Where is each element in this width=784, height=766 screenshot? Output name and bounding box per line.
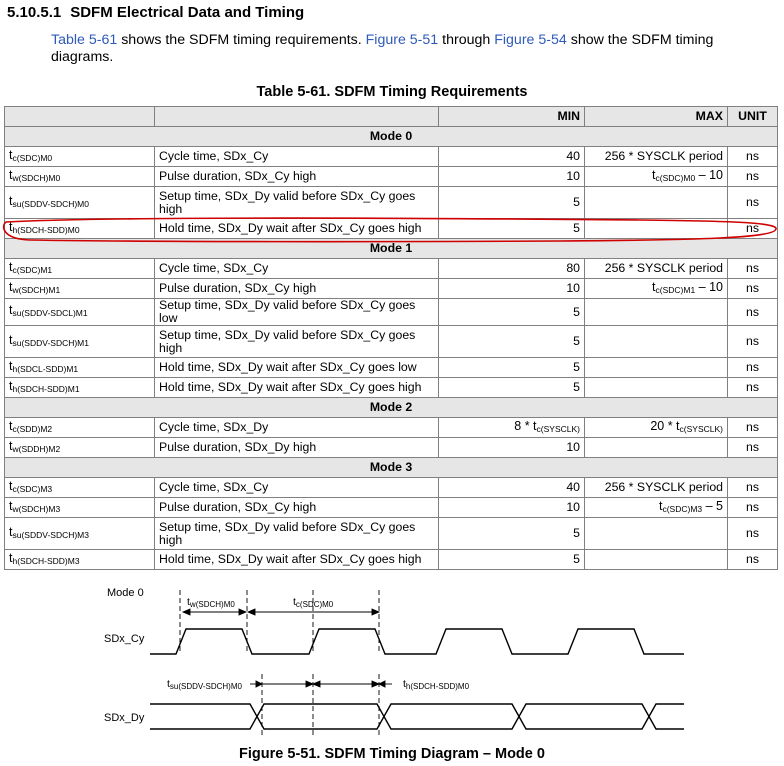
clock-signal-label: SDx_Cy: [104, 633, 145, 645]
intro-text-2: through: [438, 32, 495, 48]
min-value: 5: [439, 518, 585, 550]
header-min: MIN: [439, 107, 585, 127]
table-row: [5, 358, 778, 378]
symbol-subscript: c(SDD)M2: [12, 423, 53, 434]
parameter-description: Pulse duration, SDx_Dy high: [155, 438, 439, 458]
table-row: [5, 219, 778, 239]
table-title: Table 5-61. SDFM Timing Requirements: [256, 84, 528, 100]
table-row: [5, 167, 778, 187]
parameter-description: Hold time, SDx_Dy wait after SDx_Cy goes high: [155, 378, 439, 398]
table-row: [5, 326, 778, 358]
max-value: [585, 498, 728, 518]
table-row: [5, 147, 778, 167]
min-value: 5: [439, 550, 585, 570]
symbol-subscript: h(SDCL-SDD)M1: [12, 363, 79, 374]
table-link[interactable]: Table 5-61: [51, 32, 118, 48]
symbol-subscript: h(SDCH-SDD)M3: [12, 555, 80, 566]
unit-value: ns: [728, 299, 778, 326]
max-value: [585, 438, 728, 458]
mode-label: Mode 2: [5, 398, 778, 418]
max-subscript: c(SYSCLK): [679, 423, 723, 434]
unit-value: ns: [728, 438, 778, 458]
max-symbol: t: [652, 167, 656, 182]
th-label: th(SDCH-SDD)M0: [403, 678, 470, 691]
symbol-letter: t: [9, 167, 13, 182]
symbol-letter: t: [9, 358, 13, 373]
mode-header-row: [5, 398, 778, 418]
min-value: 5: [439, 299, 585, 326]
mode-header-row: [5, 239, 778, 259]
unit-value: ns: [728, 418, 778, 438]
mode-header-row: [5, 458, 778, 478]
parameter-symbol: [5, 498, 155, 518]
clock-waveform: [150, 629, 684, 654]
max-value: [585, 418, 728, 438]
figure-link-5-51[interactable]: Figure 5-51: [365, 32, 439, 48]
parameter-description: Setup time, SDx_Dy valid before SDx_Cy goes low: [155, 299, 439, 326]
tc-measurement-arrow: [248, 609, 379, 615]
diagram-mode-label: Mode 0: [107, 587, 144, 599]
max-symbol: t: [658, 498, 663, 513]
symbol-subscript: su(SDDV-SDCH)M1: [12, 337, 89, 348]
mode-header-row: [5, 127, 778, 147]
max-subscript: c(SDC)M0: [655, 172, 696, 183]
tw-measurement-arrow: [183, 609, 246, 615]
header-unit: UNIT: [728, 107, 778, 127]
section-heading: [7, 4, 304, 21]
max-value: 256 * SYSCLK period: [585, 259, 728, 279]
unit-value: ns: [728, 187, 778, 219]
min-prefix: 8 * t: [514, 418, 537, 433]
max-value: 256 * SYSCLK period: [585, 147, 728, 167]
max-tail: – 10: [695, 167, 723, 182]
table-row: [5, 299, 778, 326]
parameter-symbol: [5, 358, 155, 378]
parameter-description: Hold time, SDx_Dy wait after SDx_Cy goes high: [155, 219, 439, 239]
unit-value: ns: [728, 219, 778, 239]
table-row: [5, 259, 778, 279]
parameter-description: Pulse duration, SDx_Cy high: [155, 167, 439, 187]
max-symbol: t: [652, 279, 656, 294]
parameter-symbol: [5, 299, 155, 326]
symbol-subscript: w(SDCH)M1: [12, 284, 61, 295]
tc-label: tc(SDC)M0: [293, 596, 334, 609]
unit-value: ns: [728, 550, 778, 570]
symbol-letter: t: [9, 498, 13, 513]
max-value: [585, 550, 728, 570]
intro-text-1: shows the SDFM timing requirements.: [117, 32, 366, 48]
min-value: 5: [439, 187, 585, 219]
max-value: [585, 326, 728, 358]
max-subscript: c(SDC)M1: [655, 284, 696, 295]
max-tail: – 10: [695, 279, 723, 294]
figure-link-5-54[interactable]: Figure 5-54: [494, 32, 567, 48]
parameter-description: Setup time, SDx_Dy valid before SDx_Cy goes high: [155, 187, 439, 219]
max-value: [585, 279, 728, 299]
unit-value: ns: [728, 326, 778, 358]
symbol-letter: t: [9, 303, 13, 317]
table-row: [5, 478, 778, 498]
symbol-letter: t: [9, 193, 13, 208]
max-value: [585, 518, 728, 550]
table-header-row: [5, 107, 778, 127]
symbol-letter: t: [9, 378, 13, 393]
min-value: [439, 418, 585, 438]
min-subscript: c(SYSCLK): [536, 423, 580, 434]
parameter-description: Hold time, SDx_Dy wait after SDx_Cy goes high: [155, 550, 439, 570]
th-measurement-arrow: [313, 681, 392, 687]
intro-paragraph: [51, 32, 779, 66]
min-value: 10: [439, 498, 585, 518]
figure-caption: Figure 5-51. SDFM Timing Diagram – Mode 0: [239, 746, 545, 762]
unit-value: ns: [728, 498, 778, 518]
parameter-symbol: [5, 219, 155, 239]
min-value: 40: [439, 147, 585, 167]
symbol-letter: t: [9, 418, 13, 433]
max-value: [585, 187, 728, 219]
max-value: [585, 378, 728, 398]
tw-label: tw(SDCH)M0: [187, 596, 235, 609]
min-value: 10: [439, 167, 585, 187]
symbol-subscript: w(SDDH)M2: [12, 443, 61, 454]
parameter-description: Pulse duration, SDx_Cy high: [155, 279, 439, 299]
parameter-symbol: [5, 550, 155, 570]
symbol-letter: t: [9, 524, 13, 539]
parameter-description: Setup time, SDx_Dy valid before SDx_Cy goes high: [155, 518, 439, 550]
symbol-letter: t: [9, 219, 13, 234]
parameter-symbol: [5, 187, 155, 219]
parameter-description: Setup time, SDx_Dy valid before SDx_Cy goes high: [155, 326, 439, 358]
symbol-letter: t: [9, 259, 13, 274]
max-value: 256 * SYSCLK period: [585, 478, 728, 498]
symbol-letter: t: [9, 147, 13, 162]
unit-value: ns: [728, 358, 778, 378]
symbol-letter: t: [9, 478, 13, 493]
symbol-letter: t: [9, 550, 13, 565]
table-row: [5, 187, 778, 219]
unit-value: ns: [728, 279, 778, 299]
parameter-symbol: [5, 438, 155, 458]
table-row: [5, 550, 778, 570]
min-value: 5: [439, 358, 585, 378]
max-value: [585, 219, 728, 239]
header-max: MAX: [585, 107, 728, 127]
section-title: SDFM Electrical Data and Timing: [70, 4, 305, 21]
symbol-letter: t: [9, 332, 13, 347]
symbol-letter: t: [9, 438, 13, 453]
max-value: [585, 167, 728, 187]
data-signal-label: SDx_Dy: [104, 712, 145, 724]
min-value: 80: [439, 259, 585, 279]
min-value: 10: [439, 438, 585, 458]
mode-label: Mode 3: [5, 458, 778, 478]
table-row: [5, 518, 778, 550]
unit-value: ns: [728, 518, 778, 550]
min-value: 5: [439, 219, 585, 239]
parameter-symbol: [5, 167, 155, 187]
timing-requirements-table: [4, 106, 778, 570]
symbol-subscript: w(SDCH)M0: [12, 172, 61, 183]
min-value: 5: [439, 326, 585, 358]
symbol-subscript: h(SDCH-SDD)M1: [12, 383, 80, 394]
parameter-description: Cycle time, SDx_Cy: [155, 147, 439, 167]
unit-value: ns: [728, 259, 778, 279]
unit-value: ns: [728, 478, 778, 498]
symbol-subscript: w(SDCH)M3: [12, 503, 61, 514]
data-waveform: [150, 704, 684, 729]
parameter-symbol: [5, 259, 155, 279]
symbol-letter: t: [9, 279, 13, 294]
max-value: [585, 358, 728, 378]
section-number: 5.10.5.1: [7, 4, 62, 21]
symbol-subscript: c(SDC)M3: [12, 483, 53, 494]
symbol-subscript: su(SDDV-SDCH)M0: [12, 198, 89, 209]
max-tail: – 5: [702, 498, 723, 513]
parameter-symbol: [5, 418, 155, 438]
tsu-measurement-arrow: [250, 681, 313, 687]
table-row: [5, 498, 778, 518]
mode-label: Mode 1: [5, 239, 778, 259]
parameter-symbol: [5, 326, 155, 358]
parameter-description: Cycle time, SDx_Cy: [155, 478, 439, 498]
table-row: [5, 438, 778, 458]
table-row: [5, 418, 778, 438]
intro-text-3: show the SDFM timing diagrams.: [51, 32, 714, 65]
symbol-subscript: c(SDC)M1: [12, 264, 53, 275]
table-row: [5, 378, 778, 398]
symbol-subscript: su(SDDV-SDCL)M1: [12, 308, 88, 318]
unit-value: ns: [728, 167, 778, 187]
min-value: 5: [439, 378, 585, 398]
parameter-symbol: [5, 378, 155, 398]
header-param: [5, 107, 155, 127]
mode-label: Mode 0: [5, 127, 778, 147]
tsu-label: tsu(SDDV-SDCH)M0: [167, 678, 242, 691]
parameter-description: Cycle time, SDx_Cy: [155, 259, 439, 279]
parameter-symbol: [5, 478, 155, 498]
symbol-subscript: su(SDDV-SDCH)M3: [12, 529, 89, 540]
symbol-subscript: c(SDC)M0: [12, 152, 53, 163]
table-row: [5, 279, 778, 299]
unit-value: ns: [728, 147, 778, 167]
parameter-description: Hold time, SDx_Dy wait after SDx_Cy goes low: [155, 358, 439, 378]
max-value: [585, 299, 728, 326]
max-prefix: 20 * t: [650, 418, 680, 433]
parameter-symbol: [5, 518, 155, 550]
parameter-description: Cycle time, SDx_Dy: [155, 418, 439, 438]
min-value: 10: [439, 279, 585, 299]
timing-diagram-mode-0: [0, 578, 784, 738]
header-desc: [155, 107, 439, 127]
parameter-symbol: [5, 279, 155, 299]
max-subscript: c(SDC)M3: [662, 503, 703, 514]
symbol-subscript: h(SDCH-SDD)M0: [12, 224, 80, 235]
parameter-description: Pulse duration, SDx_Cy high: [155, 498, 439, 518]
parameter-symbol: [5, 147, 155, 167]
min-value: 40: [439, 478, 585, 498]
unit-value: ns: [728, 378, 778, 398]
